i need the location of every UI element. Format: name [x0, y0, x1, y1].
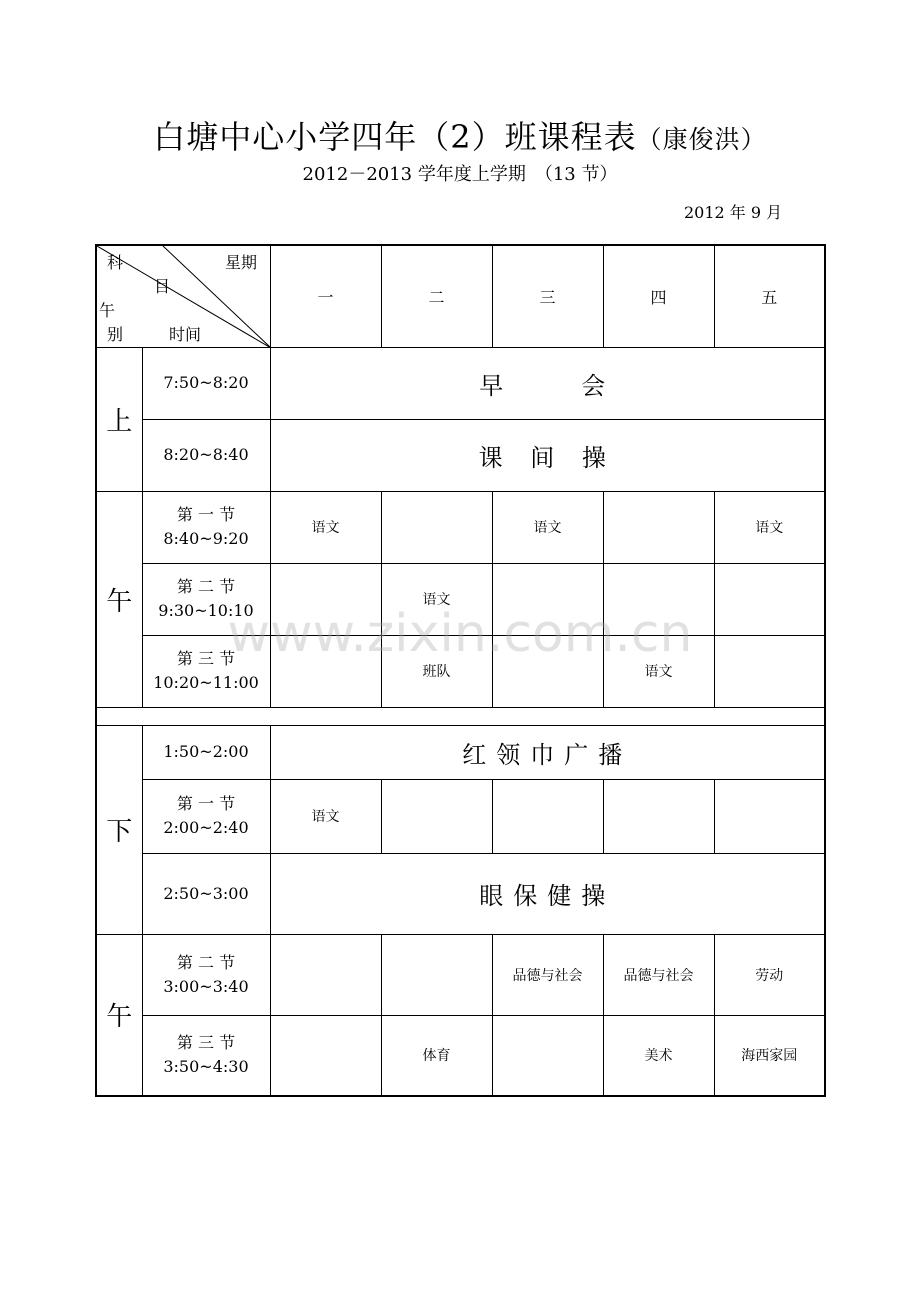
subject-cell: 班队: [381, 635, 492, 707]
period-time-cell: [142, 563, 270, 635]
period-label: 第 二 节: [176, 952, 236, 972]
corner-mu: 目: [154, 277, 171, 296]
subject-cell: 海西家园: [714, 1015, 825, 1096]
period-time-cell: [142, 1015, 270, 1096]
subject-cell: [270, 1015, 381, 1096]
day-header-mon: 一: [270, 245, 381, 347]
subject-cell: [714, 635, 825, 707]
subject-cell: 语文: [270, 491, 381, 563]
period-time: 3:50~4:30: [163, 1057, 249, 1077]
morning-label-top: 上: [96, 347, 142, 491]
subject-cell: [492, 635, 603, 707]
subject-cell: [492, 779, 603, 853]
header-row: [96, 245, 825, 347]
time-cell: 2:50~3:00: [142, 853, 270, 934]
afternoon-label-top: 下: [96, 725, 142, 934]
subject-cell: [714, 563, 825, 635]
afternoon-row-5: [96, 1015, 825, 1096]
subject-cell: [714, 779, 825, 853]
period-time-cell: [142, 779, 270, 853]
subject-cell: [270, 563, 381, 635]
subject-cell: [381, 491, 492, 563]
corner-header-cell: [96, 245, 270, 347]
period-time: 3:00~3:40: [163, 976, 249, 996]
corner-xingqi: 星期: [225, 253, 258, 272]
lunch-separator-row: [96, 707, 825, 725]
subject-cell: 劳动: [714, 934, 825, 1015]
subject-cell: 语文: [270, 779, 381, 853]
subject-cell: 语文: [714, 491, 825, 563]
day-header-wed: 三: [492, 245, 603, 347]
morning-row-2: [96, 419, 825, 491]
period-label: 第 二 节: [176, 577, 236, 596]
event-cell-morning-assembly: 早 会: [270, 347, 825, 419]
title-main: 白塘中心小学四年（2）班课程表: [153, 118, 637, 156]
time-cell: 1:50~2:00: [142, 725, 270, 779]
period-label: 第 三 节: [176, 649, 236, 668]
page-title: [0, 112, 920, 158]
corner-ke: 科: [107, 253, 124, 272]
day-header-thu: 四: [603, 245, 714, 347]
morning-row-1: [96, 347, 825, 419]
period-time: 9:30~10:10: [158, 601, 254, 620]
subject-cell: [270, 934, 381, 1015]
separator-cell: [96, 707, 825, 725]
day-header-fri: 五: [714, 245, 825, 347]
period-time: 2:00~2:40: [163, 818, 249, 837]
subject-cell: 语文: [603, 635, 714, 707]
title-teacher: （康俊洪）: [636, 125, 767, 154]
period-label: 第 一 节: [176, 794, 236, 813]
period-time-cell: [142, 635, 270, 707]
subject-cell: [270, 635, 381, 707]
time-cell: 8:20~8:40: [142, 419, 270, 491]
subject-cell: 品德与社会: [603, 934, 714, 1015]
subject-cell: [603, 491, 714, 563]
corner-bie: 别: [107, 325, 124, 344]
afternoon-row-1: [96, 725, 825, 779]
subject-cell: 品德与社会: [492, 934, 603, 1015]
afternoon-row-2: [96, 779, 825, 853]
period-label: 第 三 节: [176, 1033, 236, 1053]
subject-cell: [603, 779, 714, 853]
afternoon-label-bottom: 午: [96, 934, 142, 1096]
date-label: 2012 年 9 月: [684, 203, 783, 222]
event-cell-exercise: 课 间 操: [270, 419, 825, 491]
day-header-tue: 二: [381, 245, 492, 347]
morning-row-4: [96, 563, 825, 635]
afternoon-row-3: [96, 853, 825, 934]
period-time-cell: [142, 491, 270, 563]
subject-cell: [492, 1015, 603, 1096]
subject-cell: 体育: [381, 1015, 492, 1096]
subject-cell: [603, 563, 714, 635]
subject-cell: 美术: [603, 1015, 714, 1096]
subject-cell: [492, 563, 603, 635]
time-cell: 7:50~8:20: [142, 347, 270, 419]
watermark: www.zixin.com.cn: [227, 604, 693, 664]
event-cell-eye-exercise: 眼保健操: [270, 853, 825, 934]
period-time: 10:20~11:00: [153, 673, 259, 692]
afternoon-row-4: [96, 934, 825, 1015]
corner-shijian: 时间: [169, 325, 202, 344]
subject-cell: [381, 934, 492, 1015]
event-cell-broadcast: 红领巾广播: [270, 725, 825, 779]
timetable: [95, 244, 826, 1097]
morning-row-5: [96, 635, 825, 707]
period-time: 8:40~9:20: [163, 529, 249, 548]
corner-wu: 午: [99, 301, 116, 320]
period-time-cell: [142, 934, 270, 1015]
morning-label-bottom: 午: [96, 491, 142, 707]
period-label: 第 一 节: [176, 505, 236, 524]
subject-cell: 语文: [381, 563, 492, 635]
morning-row-3: [96, 491, 825, 563]
subject-cell: [381, 779, 492, 853]
subtitle: 2012－2013 学年度上学期 （13 节）: [302, 164, 618, 185]
subject-cell: 语文: [492, 491, 603, 563]
